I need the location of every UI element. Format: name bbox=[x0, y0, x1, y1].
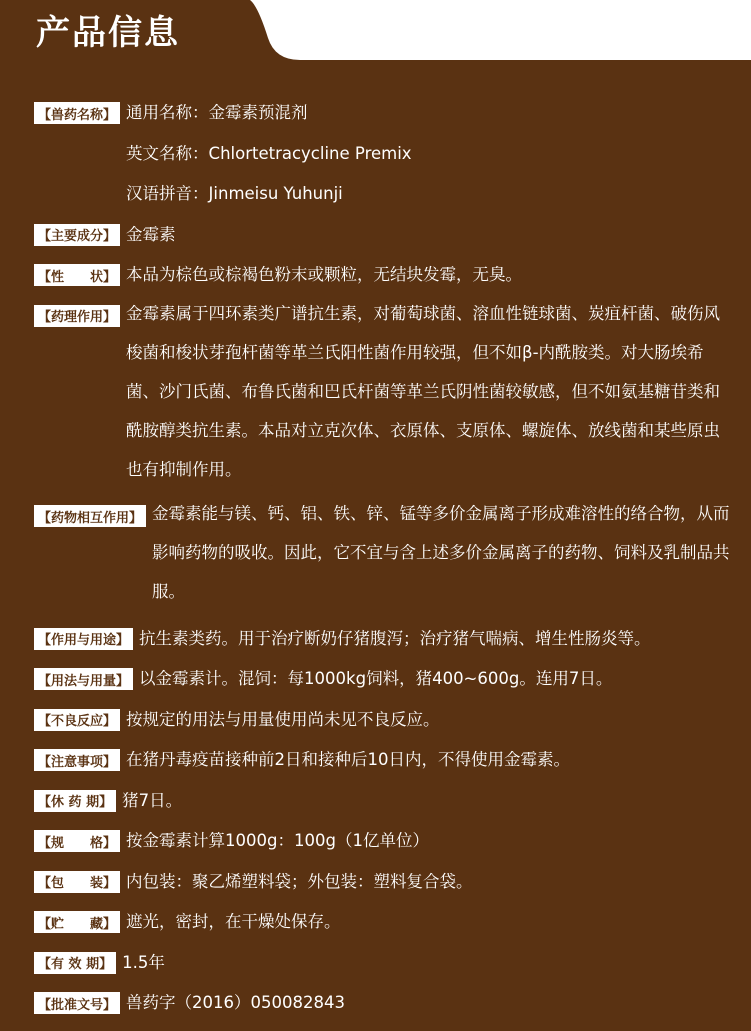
field-label-tag: 【 作用与用途 】 bbox=[34, 628, 133, 650]
field-label-tag: 【 有 效 期 】 bbox=[34, 952, 116, 974]
field-value: 以金霉素计。混饲：每1000kg饲料，猪400~600g。连用7日。 bbox=[139, 669, 613, 688]
field-row-packaging bbox=[34, 869, 733, 895]
product-info-list bbox=[34, 100, 733, 1031]
field-label-tag: 【 贮 藏 】 bbox=[34, 911, 120, 933]
page-title: 产品信息 bbox=[36, 13, 180, 53]
field-row-indications bbox=[34, 626, 733, 652]
field-row-dosage bbox=[34, 666, 733, 692]
field-value: 抗生素类药。用于治疗断奶仔猪腹泻；治疗猪气喘病、增生性肠炎等。 bbox=[139, 628, 651, 648]
field-row-approval-number bbox=[34, 990, 733, 1016]
field-label-tag: 【 用法与用量 】 bbox=[34, 668, 133, 690]
field-value: 金霉素能与镁、钙、铝、铁、锌、锰等多价金属离子形成难溶性的络合物，从而影响药物的吸收。因此，它不宜与含上述多价金属离子的药物、饲料及乳制品共服。 bbox=[152, 504, 730, 601]
field-value bbox=[120, 100, 733, 207]
field-value: 金霉素属于四环素类广谱抗生素，对葡萄球菌、溶血性链球菌、炭疽杆菌、破伤风梭菌和梭状芽孢杆菌等革兰氏阳性菌作用较强，但不如β-内酰胺类。对大肠埃希菌、沙门氏菌、布鲁氏菌和巴氏杆菌等革兰氏阴性菌较敏感，但不如氨基糖苷类和酰胺醇类抗生素。本品对立克次体、衣原体、支原体、螺旋体、放线菌和某些原虫也有抑制作用。 bbox=[126, 303, 721, 479]
english-name-line: 英文名称：Chlortetracycline Premix bbox=[126, 143, 412, 163]
field-row-pharmacology bbox=[34, 303, 733, 489]
field-value: 遮光，密封，在干燥处保存。 bbox=[126, 912, 341, 931]
field-label-tag: 【 规 格 】 bbox=[34, 830, 120, 852]
field-value: 在猪丹毒疫苗接种前2日和接种后10日内，不得使用金霉素。 bbox=[126, 750, 571, 769]
pinyin-name-line: 汉语拼音：Jinmeisu Yuhunji bbox=[126, 184, 343, 203]
generic-name-line: 通用名称：金霉素预混剂 bbox=[126, 103, 308, 122]
field-value: 本品为棕色或棕褐色粉末或颗粒，无结块发霉，无臭。 bbox=[126, 265, 523, 284]
field-label-tag: 【 性 状 】 bbox=[34, 264, 120, 286]
field-label-tag: 【 休 药 期 】 bbox=[34, 790, 116, 812]
field-row-main-ingredient bbox=[34, 222, 733, 248]
field-label-tag: 【 药物相互作用 】 bbox=[34, 505, 146, 527]
field-row-storage bbox=[34, 909, 733, 935]
field-value: 按金霉素计算1000g：100g（1亿单位） bbox=[126, 831, 429, 850]
field-label-tag: 【 包 装 】 bbox=[34, 871, 120, 893]
field-value: 按规定的用法与用量使用尚未见不良反应。 bbox=[126, 709, 440, 729]
field-value: 兽药字（2016）050082843 bbox=[126, 993, 346, 1012]
field-row-withdrawal-period bbox=[34, 788, 733, 814]
field-row-appearance bbox=[34, 262, 733, 288]
field-row-precautions bbox=[34, 747, 733, 773]
field-row-specification bbox=[34, 828, 733, 854]
field-row-shelf-life bbox=[34, 950, 733, 976]
field-value: 1.5年 bbox=[122, 952, 165, 972]
field-label-tag: 【 主要成分 】 bbox=[34, 224, 120, 246]
field-value: 金霉素 bbox=[126, 224, 176, 244]
field-label-tag: 【 批准文号 】 bbox=[34, 992, 120, 1014]
field-value: 内包装：聚乙烯塑料袋；外包装：塑料复合袋。 bbox=[126, 871, 473, 891]
field-row-drug-interactions bbox=[34, 503, 733, 611]
field-value: 猪7日。 bbox=[122, 790, 183, 810]
field-row-vet-drug-name bbox=[34, 100, 733, 207]
field-label-tag: 【 兽药名称 】 bbox=[34, 102, 120, 124]
field-label-tag: 【 不良反应 】 bbox=[34, 709, 120, 731]
field-label-tag: 【 注意事项 】 bbox=[34, 749, 120, 771]
field-label-tag: 【 药理作用 】 bbox=[34, 305, 120, 327]
field-row-adverse-reactions bbox=[34, 707, 733, 733]
